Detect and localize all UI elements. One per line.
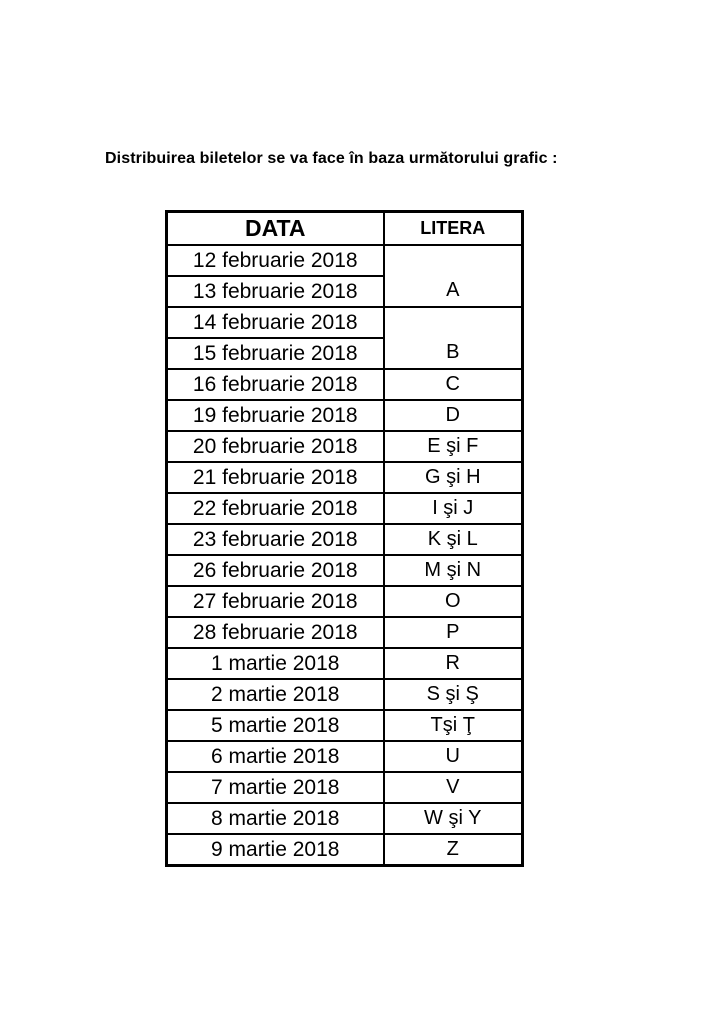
date-cell: 14 februarie 2018 xyxy=(167,307,384,338)
table-header xyxy=(167,212,523,245)
date-cell: 7 martie 2018 xyxy=(167,772,384,803)
letter-cell: Z xyxy=(384,834,523,866)
table-row xyxy=(167,245,523,276)
letter-cell: B xyxy=(384,307,523,369)
letter-cell: A xyxy=(384,245,523,307)
date-cell: 6 martie 2018 xyxy=(167,741,384,772)
table-row xyxy=(167,524,523,555)
table-row xyxy=(167,679,523,710)
date-cell: 21 februarie 2018 xyxy=(167,462,384,493)
date-cell: 12 februarie 2018 xyxy=(167,245,384,276)
table-row xyxy=(167,741,523,772)
table-row xyxy=(167,834,523,866)
date-cell: 2 martie 2018 xyxy=(167,679,384,710)
table-row xyxy=(167,803,523,834)
table-row xyxy=(167,400,523,431)
letter-cell: W şi Y xyxy=(384,803,523,834)
letter-cell: S şi Ş xyxy=(384,679,523,710)
date-cell: 27 februarie 2018 xyxy=(167,586,384,617)
table-row xyxy=(167,772,523,803)
letter-cell: P xyxy=(384,617,523,648)
letter-cell: O xyxy=(384,586,523,617)
table-row xyxy=(167,493,523,524)
schedule-table xyxy=(165,210,524,867)
date-cell: 8 martie 2018 xyxy=(167,803,384,834)
date-cell: 19 februarie 2018 xyxy=(167,400,384,431)
date-cell: 28 februarie 2018 xyxy=(167,617,384,648)
letter-cell: K şi L xyxy=(384,524,523,555)
letter-cell: V xyxy=(384,772,523,803)
date-cell: 15 februarie 2018 xyxy=(167,338,384,369)
table-body xyxy=(167,245,523,866)
letter-cell: Tşi Ţ xyxy=(384,710,523,741)
column-header-data: DATA xyxy=(167,212,384,245)
letter-cell: R xyxy=(384,648,523,679)
table-row xyxy=(167,710,523,741)
date-cell: 22 februarie 2018 xyxy=(167,493,384,524)
date-cell: 20 februarie 2018 xyxy=(167,431,384,462)
letter-cell: C xyxy=(384,369,523,400)
date-cell: 23 februarie 2018 xyxy=(167,524,384,555)
column-header-litera: LITERA xyxy=(384,212,523,245)
table-row xyxy=(167,648,523,679)
table-row xyxy=(167,369,523,400)
date-cell: 26 februarie 2018 xyxy=(167,555,384,586)
table-row xyxy=(167,307,523,338)
letter-cell: I şi J xyxy=(384,493,523,524)
table-row xyxy=(167,462,523,493)
date-cell: 16 februarie 2018 xyxy=(167,369,384,400)
date-cell: 13 februarie 2018 xyxy=(167,276,384,307)
table-row xyxy=(167,431,523,462)
letter-cell: U xyxy=(384,741,523,772)
table-row xyxy=(167,555,523,586)
letter-cell: E şi F xyxy=(384,431,523,462)
date-cell: 5 martie 2018 xyxy=(167,710,384,741)
table-row xyxy=(167,586,523,617)
letter-cell: D xyxy=(384,400,523,431)
table-row xyxy=(167,617,523,648)
date-cell: 1 martie 2018 xyxy=(167,648,384,679)
letter-cell: M şi N xyxy=(384,555,523,586)
date-cell: 9 martie 2018 xyxy=(167,834,384,866)
page-title: Distribuirea biletelor se va face în baza următorului grafic : xyxy=(105,150,558,167)
letter-cell: G şi H xyxy=(384,462,523,493)
table-header-row xyxy=(167,212,523,245)
